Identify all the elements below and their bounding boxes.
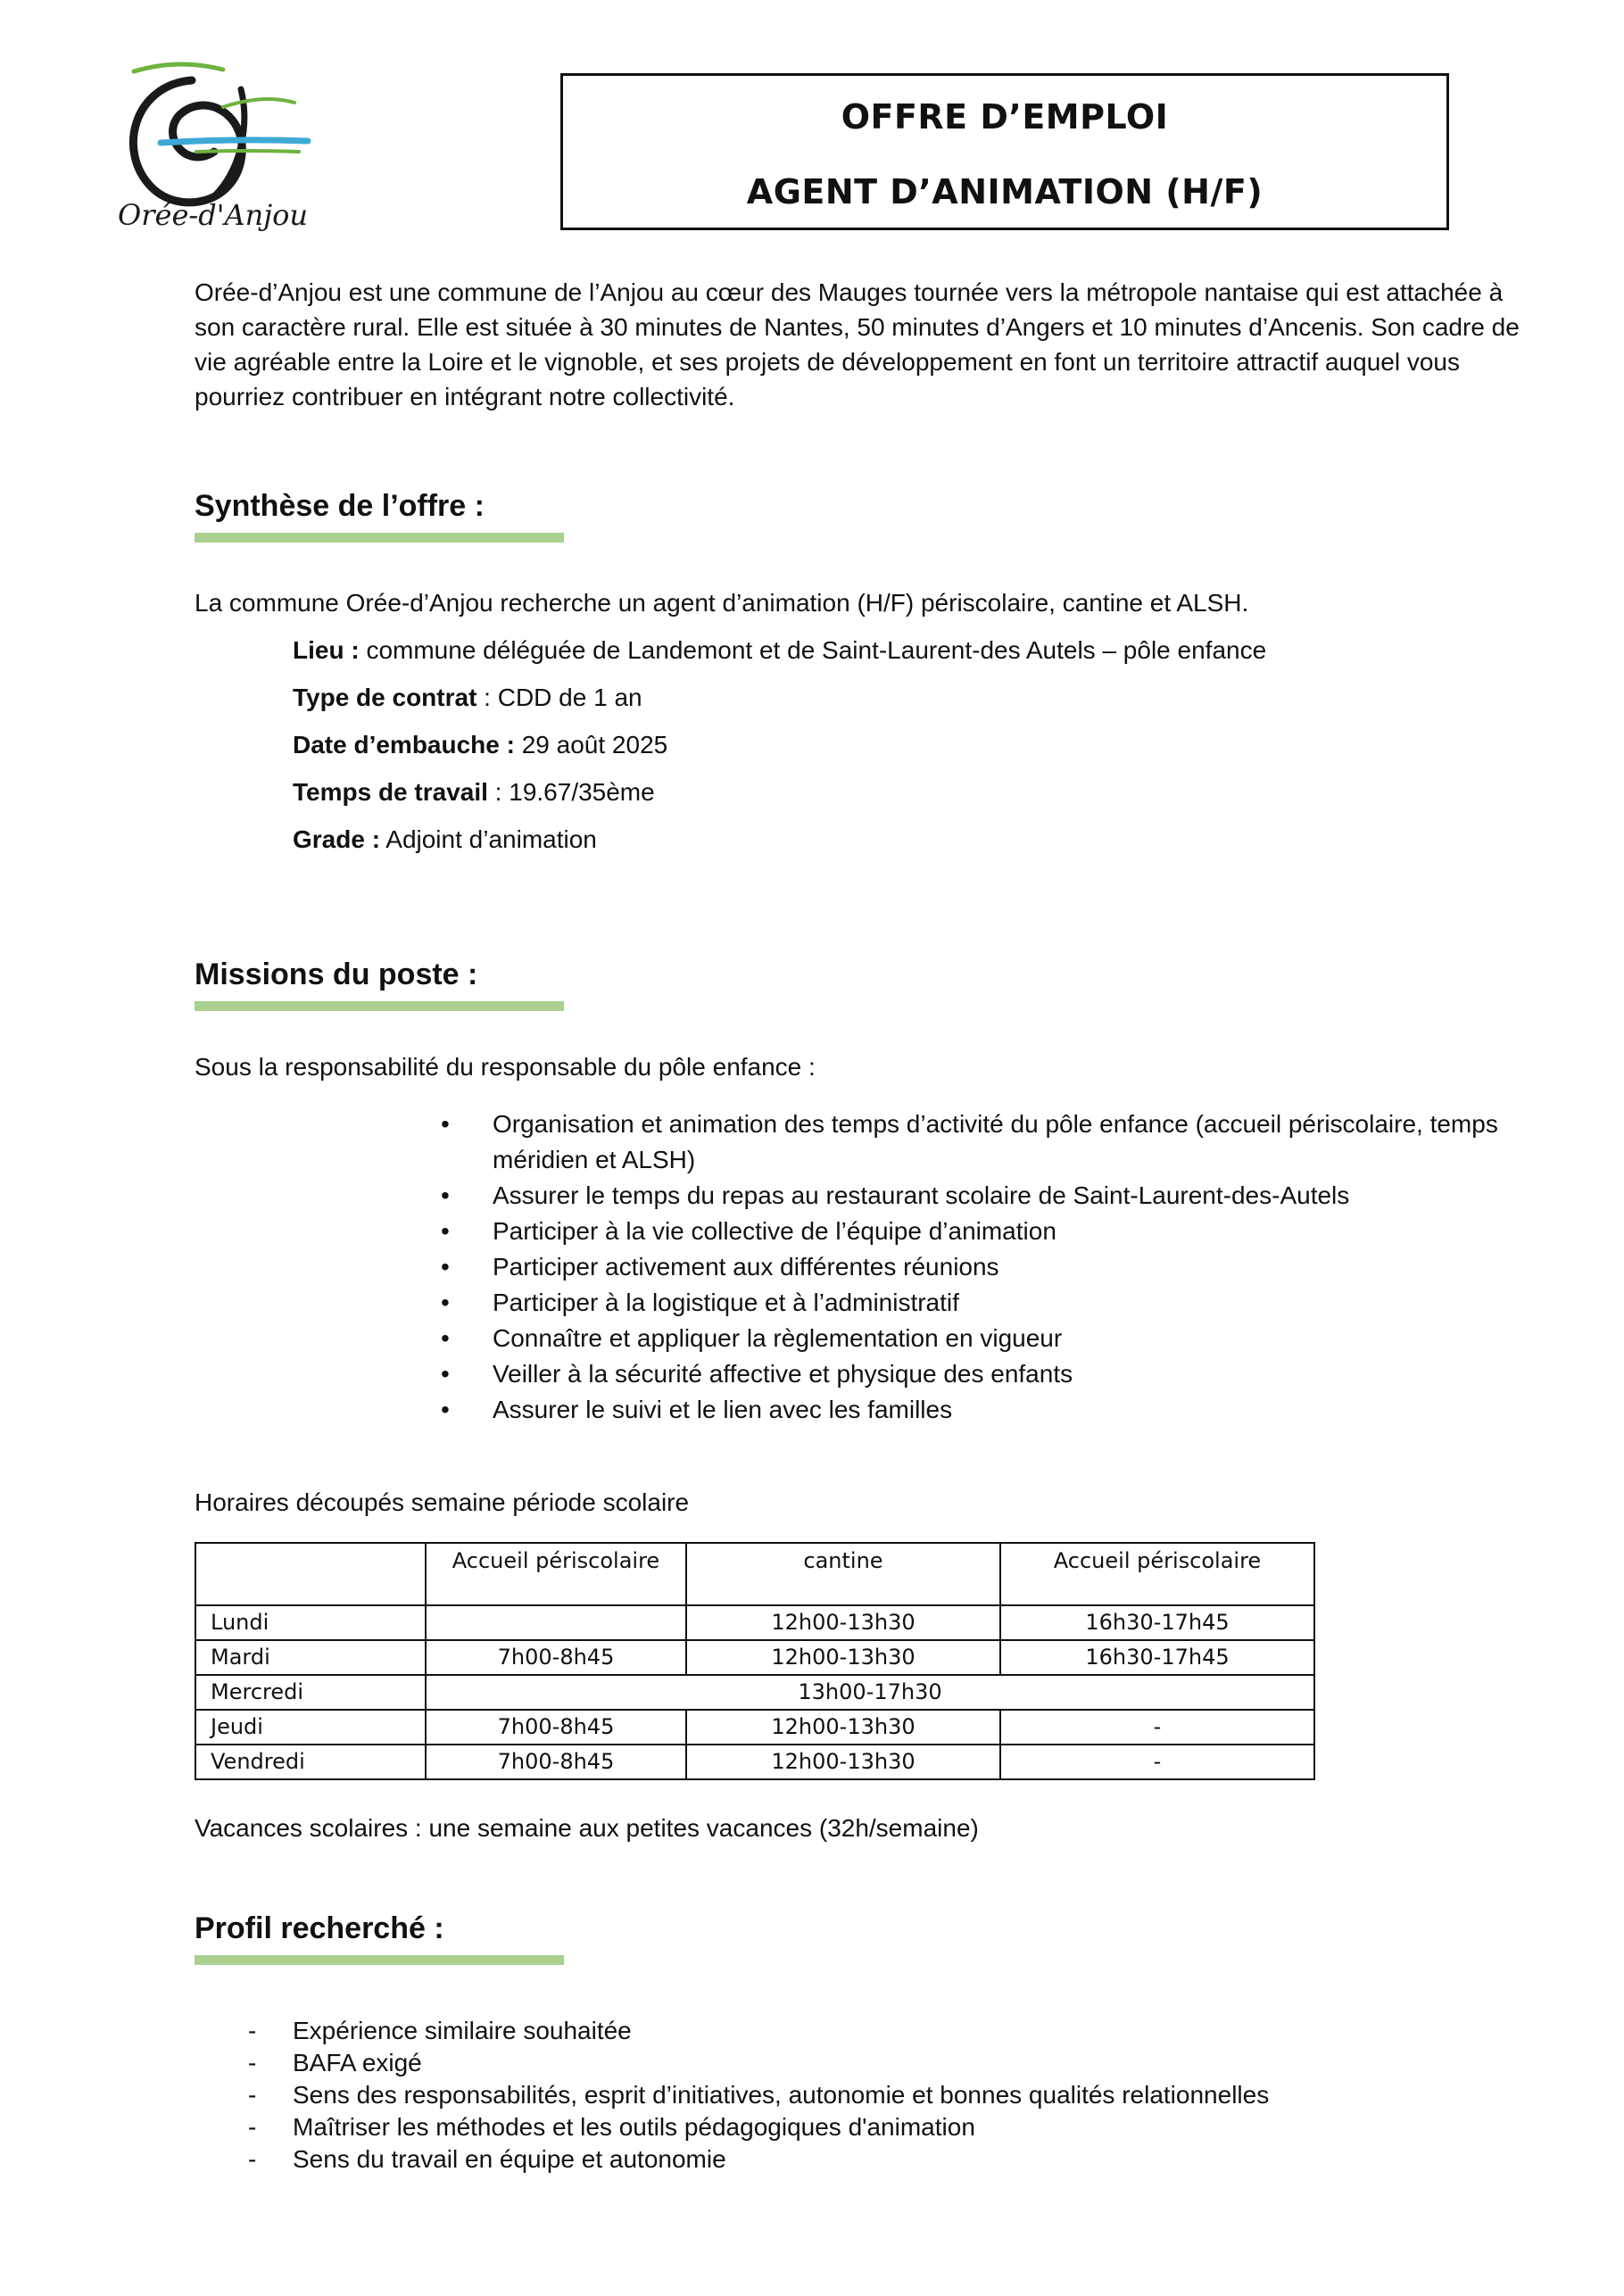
detail-label: Grade : <box>293 825 381 853</box>
table-row <box>195 1675 1314 1710</box>
synthese-heading: Synthèse de l’offre : <box>195 489 485 523</box>
list-item: • Participer à la logistique et à l’administratif <box>437 1285 1544 1321</box>
profil-list <box>241 2015 1269 2176</box>
list-item: • Assurer le suivi et le lien avec les familles <box>437 1392 1544 1428</box>
heading-underline <box>195 1955 564 1965</box>
detail-label: Lieu : <box>293 636 360 664</box>
table-row <box>195 1710 1314 1745</box>
list-item: • Assurer le temps du repas au restaurant scolaire de Saint-Laurent-des-Autels <box>437 1178 1544 1214</box>
title-offre: OFFRE D’EMPLOI <box>841 97 1169 137</box>
detail-value: Adjoint d’animation <box>380 825 597 853</box>
heading-underline <box>195 1001 564 1011</box>
merged-cell: 13h00-17h30 <box>426 1675 1314 1710</box>
detail-temps <box>293 778 655 807</box>
list-item: • Organisation et animation des temps d’activité du pôle enfance (accueil périscolaire, temps méridien et ALSH) <box>437 1107 1544 1178</box>
vacances-note: Vacances scolaires : une semaine aux petites vacances (32h/semaine) <box>195 1814 979 1842</box>
detail-contrat <box>293 684 642 712</box>
detail-embauche <box>293 731 667 759</box>
table-cell: 16h30-17h45 <box>1000 1640 1314 1675</box>
synthese-lead: La commune Orée-d’Anjou recherche un agent d’animation (H/F) périscolaire, cantine et ALSH. <box>195 589 1249 617</box>
header-cell: cantine <box>686 1543 1000 1605</box>
table-cell: - <box>1000 1710 1314 1745</box>
table-cell: 16h30-17h45 <box>1000 1605 1314 1640</box>
schedule-table <box>195 1542 1315 1780</box>
day-cell: Mercredi <box>195 1675 426 1710</box>
detail-value: commune déléguée de Landemont et de Saint-Laurent-des Autels – pôle enfance <box>359 636 1267 664</box>
title-box <box>560 73 1449 230</box>
table-cell: 12h00-13h30 <box>686 1745 1000 1779</box>
table-cell: - <box>1000 1745 1314 1779</box>
missions-lead: Sous la responsabilité du responsable du pôle enfance : <box>195 1053 816 1081</box>
table-cell: 7h00-8h45 <box>426 1745 686 1779</box>
list-item: • Connaître et appliquer la règlementation en vigueur <box>437 1321 1544 1356</box>
detail-label: Temps de travail <box>293 778 488 806</box>
missions-list <box>437 1107 1544 1428</box>
list-item: • Veiller à la sécurité affective et physique des enfants <box>437 1356 1544 1392</box>
header-cell: Accueil périscolaire <box>426 1543 686 1605</box>
section-synthese <box>195 489 564 543</box>
detail-value: 29 août 2025 <box>514 731 668 758</box>
table-cell: 12h00-13h30 <box>686 1710 1000 1745</box>
detail-label: Type de contrat <box>293 684 477 711</box>
missions-heading: Missions du poste : <box>195 957 478 991</box>
table-cell: 12h00-13h30 <box>686 1605 1000 1640</box>
list-item: - BAFA exigé <box>241 2047 1269 2079</box>
detail-label: Date d’embauche : <box>293 731 515 758</box>
header-cell <box>195 1543 426 1605</box>
intro-paragraph: Orée-d’Anjou est une commune de l’Anjou au cœur des Mauges tournée vers la métropole nantaise qui est attachée à son caractère rural. Elle est située à 30 minutes de Nantes, 50 minutes d’Angers et 10 minutes d’Ancenis. Son cadre de vie agréable entre la Loire et le vignoble, et ses projets de développement en font un territoire attractif auquel vous pourriez contribuer en intégrant notre collectivité. <box>195 278 1520 410</box>
section-missions <box>195 957 564 1011</box>
section-profil <box>195 1911 564 1965</box>
schedule-caption: Horaires découpés semaine période scolaire <box>195 1488 690 1516</box>
oree-anjou-logo-icon <box>107 54 312 241</box>
table-row <box>195 1605 1314 1640</box>
list-item: - Sens du travail en équipe et autonomie <box>241 2143 1269 2176</box>
table-row <box>195 1745 1314 1779</box>
detail-grade <box>293 825 597 854</box>
table-header-row <box>195 1543 1314 1605</box>
detail-value: : 19.67/35ème <box>487 778 655 806</box>
profil-heading: Profil recherché : <box>195 1911 444 1945</box>
table-cell <box>426 1605 686 1640</box>
day-cell: Mardi <box>195 1640 426 1675</box>
table-row <box>195 1640 1314 1675</box>
table-cell: 7h00-8h45 <box>426 1710 686 1745</box>
title-poste: AGENT D’ANIMATION (H/F) <box>746 172 1264 211</box>
day-cell: Vendredi <box>195 1745 426 1779</box>
day-cell: Jeudi <box>195 1710 426 1745</box>
logo <box>107 54 312 241</box>
table-cell: 12h00-13h30 <box>686 1640 1000 1675</box>
detail-value: : CDD de 1 an <box>476 684 642 711</box>
day-cell: Lundi <box>195 1605 426 1640</box>
list-item: - Sens des responsabilités, esprit d’initiatives, autonomie et bonnes qualités relationnelles <box>241 2079 1269 2111</box>
table-cell: 7h00-8h45 <box>426 1640 686 1675</box>
detail-lieu <box>293 636 1266 665</box>
list-item: • Participer à la vie collective de l’équipe d’animation <box>437 1214 1544 1249</box>
svg-text:Orée-d'Anjou: Orée-d'Anjou <box>118 198 309 232</box>
list-item: - Expérience similaire souhaitée <box>241 2015 1269 2047</box>
header-cell: Accueil périscolaire <box>1000 1543 1314 1605</box>
heading-underline <box>195 533 564 543</box>
list-item: • Participer activement aux différentes réunions <box>437 1249 1544 1285</box>
list-item: - Maîtriser les méthodes et les outils pédagogiques d'animation <box>241 2111 1269 2143</box>
